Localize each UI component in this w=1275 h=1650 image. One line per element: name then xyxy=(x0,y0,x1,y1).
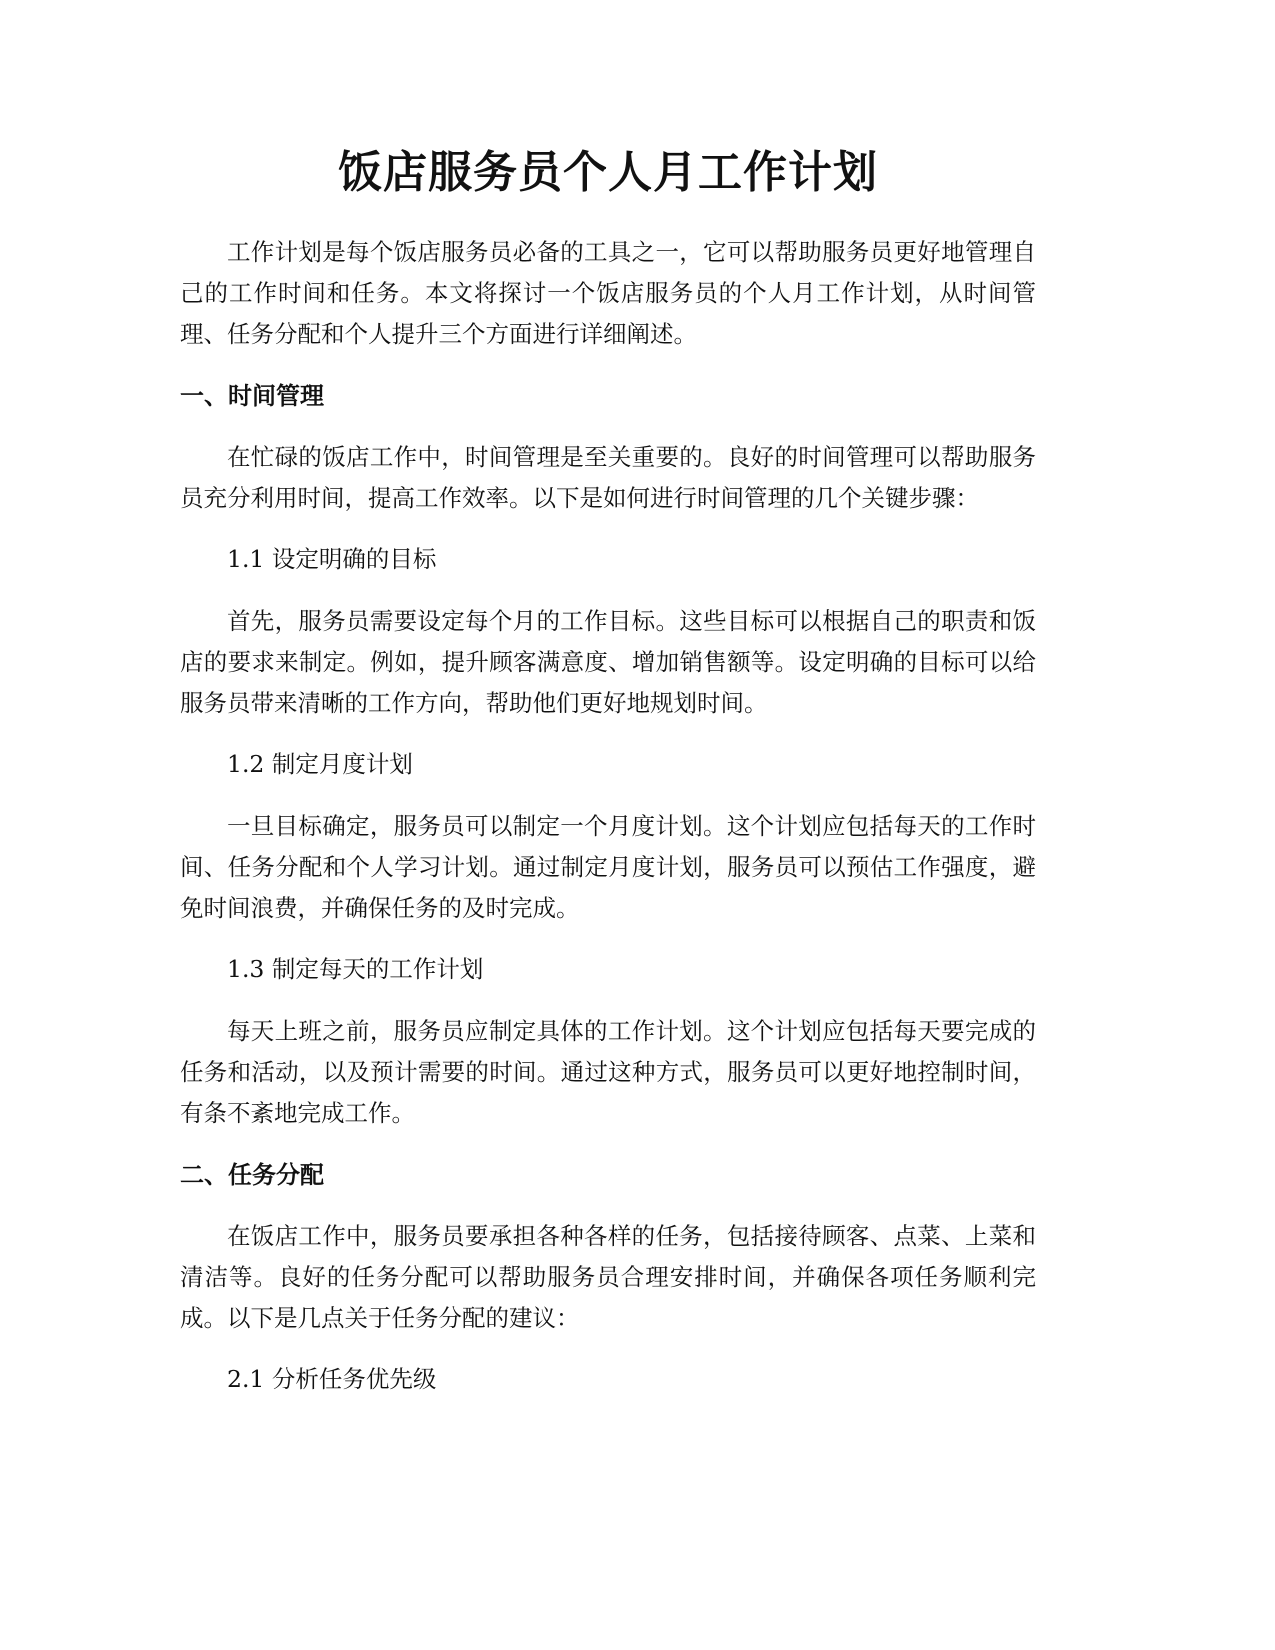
section-heading-time-management: 一、时间管理 xyxy=(180,382,324,410)
subsection-title-1-2: 1.2 制定月度计划 xyxy=(227,750,413,778)
subsection-title-1-1: 1.1 设定明确的目标 xyxy=(227,545,437,573)
section-heading-task-allocation: 二、任务分配 xyxy=(180,1161,324,1189)
subsection-title-1-3: 1.3 制定每天的工作计划 xyxy=(227,955,484,983)
subsection-1-1-paragraph: 首先，服务员需要设定每个月的工作目标。这些目标可以根据自己的职责和饭店的要求来制定。例如，提升顾客满意度、增加销售额等。设定明确的目标可以给服务员带来清晰的工作方向，帮助他们更好地规划时间。 xyxy=(180,607,1036,717)
intro-paragraph: 工作计划是每个饭店服务员必备的工具之一，它可以帮助服务员更好地管理自己的工作时间和任务。本文将探讨一个饭店服务员的个人月工作计划，从时间管理、任务分配和个人提升三个方面进行详细阐述。 xyxy=(180,238,1036,348)
document-page xyxy=(180,0,1036,1650)
subsection-1-3-paragraph: 每天上班之前，服务员应制定具体的工作计划。这个计划应包括每天要完成的任务和活动，以及预计需要的时间。通过这种方式，服务员可以更好地控制时间，有条不紊地完成工作。 xyxy=(180,1017,1036,1127)
document-title: 饭店服务员个人月工作计划 xyxy=(338,147,878,198)
subsection-1-2-paragraph: 一旦目标确定，服务员可以制定一个月度计划。这个计划应包括每天的工作时间、任务分配和个人学习计划。通过制定月度计划，服务员可以预估工作强度，避免时间浪费，并确保任务的及时完成。 xyxy=(180,812,1036,922)
section1-intro-paragraph: 在忙碌的饭店工作中，时间管理是至关重要的。良好的时间管理可以帮助服务员充分利用时间，提高工作效率。以下是如何进行时间管理的几个关键步骤： xyxy=(180,443,1036,512)
subsection-title-2-1: 2.1 分析任务优先级 xyxy=(227,1365,437,1393)
section2-intro-paragraph: 在饭店工作中，服务员要承担各种各样的任务，包括接待顾客、点菜、上菜和清洁等。良好的任务分配可以帮助服务员合理安排时间，并确保各项任务顺利完成。以下是几点关于任务分配的建议： xyxy=(180,1222,1036,1332)
